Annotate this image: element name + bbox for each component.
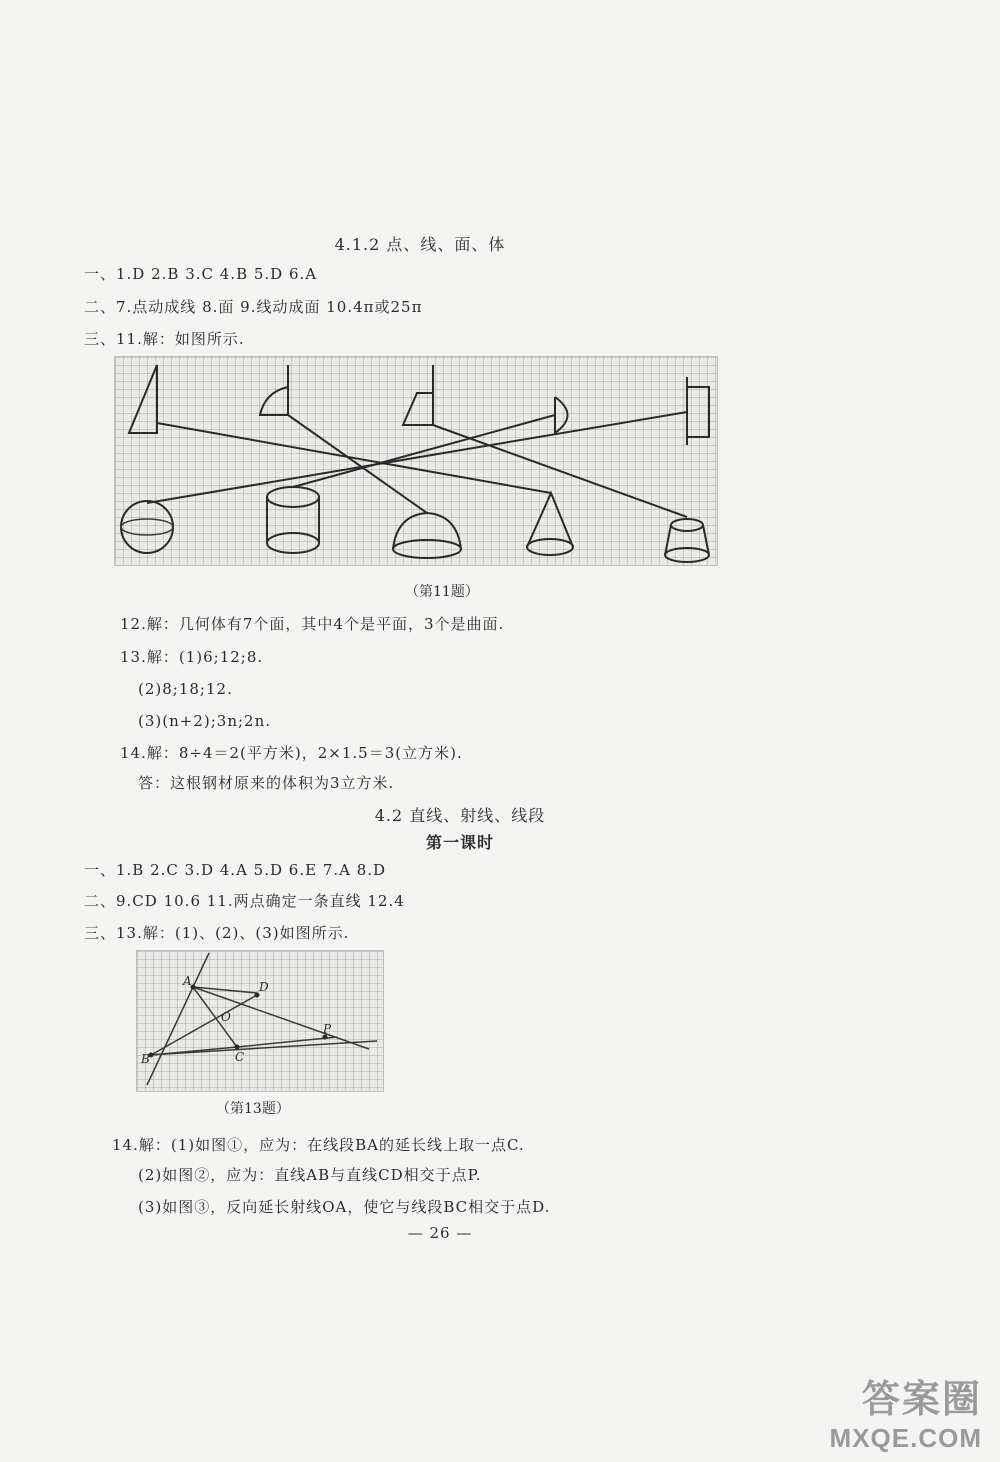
label-point-c: C (235, 1050, 245, 1064)
figure-13-drawing (137, 951, 383, 1091)
question-14-part-2: (2)如图②，应为：直线AB与直线CD相交于点P. (138, 1166, 482, 1184)
fill-answers: 二、9.CD 10.6 11.两点确定一条直线 12.4 (84, 892, 405, 910)
choice-answers: 一、1.B 2.C 3.D 4.A 5.D 6.E 7.A 8.D (84, 861, 387, 879)
figure-11 (114, 356, 718, 566)
section-title: 4.2 直线、射线、线段 (374, 806, 546, 825)
question-12: 12.解：几何体有7个面，其中4个是平面，3个是曲面. (120, 615, 505, 633)
section-title: 4.1.2 点、线、面、体 (334, 235, 506, 254)
label-point-a: A (183, 974, 192, 988)
watermark-logo-text: 答案圈 (861, 1379, 982, 1421)
figure-11-caption: （第11题） (405, 584, 479, 600)
figure-11-drawing (115, 357, 717, 565)
question-11: 三、11.解：如图所示. (84, 330, 245, 348)
question-14: 14.解：8÷4＝2(平方米)，2×1.5＝3(立方米). (120, 744, 463, 762)
question-13-part-2: (2)8;18;12. (138, 680, 233, 698)
question-14-part-3: (3)如图③，反向延长射线OA，使它与线段BC相交于点D. (138, 1198, 551, 1216)
watermark-url: MXQE.COM (829, 1423, 982, 1453)
question-13-part-3: (3)(n+2);3n;2n. (138, 712, 272, 730)
watermark (830, 1368, 982, 1454)
label-point-p: P (323, 1022, 332, 1036)
label-point-o: O (221, 1010, 231, 1024)
figure-13 (136, 950, 384, 1092)
label-point-d: D (259, 980, 269, 994)
choice-answers: 一、1.D 2.B 3.C 4.B 5.D 6.A (84, 265, 318, 283)
question-13-part-1: 13.解：(1)6;12;8. (120, 648, 264, 666)
section-subtitle: 第一课时 (425, 833, 494, 852)
question-13: 三、13.解：(1)、(2)、(3)如图所示. (84, 924, 350, 942)
fill-answers: 二、7.点动成线 8.面 9.线动成面 10.4π或25π (84, 298, 423, 316)
figure-13-caption: （第13题） (216, 1101, 290, 1117)
question-14-answer: 答：这根钢材原来的体积为3立方米. (138, 774, 395, 792)
label-point-b: B (141, 1052, 150, 1066)
page-number: — 26 — (407, 1224, 473, 1242)
question-14-part-1: 14.解：(1)如图①，应为：在线段BA的延长线上取一点C. (112, 1136, 525, 1154)
